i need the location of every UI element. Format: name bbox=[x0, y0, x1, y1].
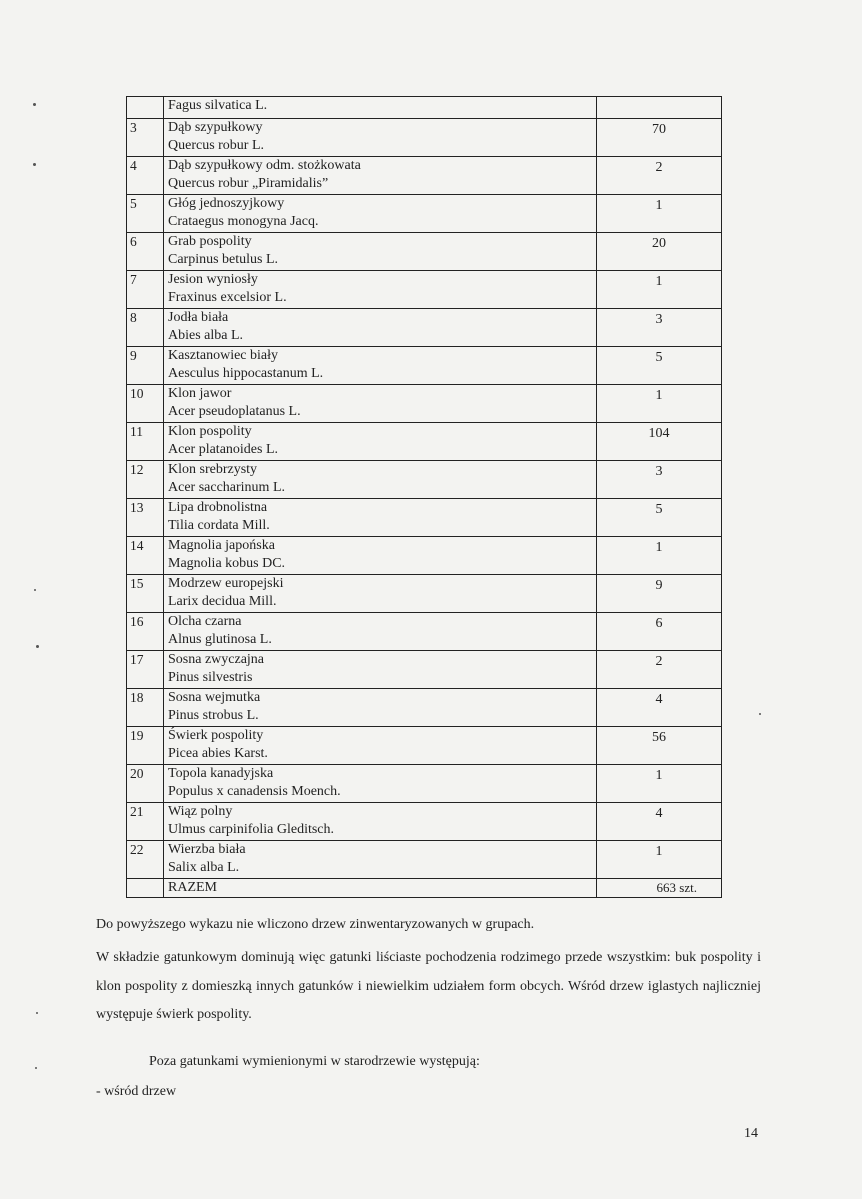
latin-name: Ulmus carpinifolia Gleditsch. bbox=[168, 821, 335, 837]
table-row bbox=[127, 233, 722, 271]
row-number: 8 bbox=[127, 309, 164, 347]
polish-name: Jodła biała bbox=[168, 310, 229, 325]
intro-line: Poza gatunkami wymienionymi w starodrzewie występują: bbox=[149, 1054, 480, 1069]
species-name bbox=[164, 651, 597, 689]
latin-name: Fagus silvatica L. bbox=[168, 98, 268, 113]
scan-speck bbox=[33, 163, 36, 166]
polish-name: Grab pospolity bbox=[168, 234, 252, 249]
latin-name: Populus x canadensis Moench. bbox=[168, 783, 341, 799]
scan-speck bbox=[34, 589, 36, 591]
row-number: 19 bbox=[127, 727, 164, 765]
polish-name: Głóg jednoszyjkowy bbox=[168, 196, 285, 211]
table-row bbox=[127, 651, 722, 689]
tree-count: 1 bbox=[597, 271, 722, 309]
species-name bbox=[164, 461, 597, 499]
latin-name: Quercus robur L. bbox=[168, 137, 265, 153]
table-row bbox=[127, 727, 722, 765]
polish-name: Klon pospolity bbox=[168, 424, 252, 439]
row-number: 7 bbox=[127, 271, 164, 309]
latin-name: Crataegus monogyna Jacq. bbox=[168, 213, 319, 229]
polish-name: Jesion wyniosły bbox=[168, 272, 258, 287]
latin-name: Fraxinus excelsior L. bbox=[168, 289, 287, 305]
table-row bbox=[127, 347, 722, 385]
latin-name: Picea abies Karst. bbox=[168, 745, 268, 761]
species-name bbox=[164, 613, 597, 651]
tree-count: 56 bbox=[597, 727, 722, 765]
tree-count: 1 bbox=[597, 195, 722, 233]
row-number: 17 bbox=[127, 651, 164, 689]
tree-count: 4 bbox=[597, 803, 722, 841]
row-number: 11 bbox=[127, 423, 164, 461]
tree-count: 70 bbox=[597, 119, 722, 157]
tree-count: 5 bbox=[597, 499, 722, 537]
table-row bbox=[127, 803, 722, 841]
tree-count: 1 bbox=[597, 841, 722, 879]
polish-name: Topola kanadyjska bbox=[168, 766, 274, 781]
tree-count: 6 bbox=[597, 613, 722, 651]
total-row bbox=[127, 879, 722, 898]
table-row bbox=[127, 423, 722, 461]
species-name bbox=[164, 195, 597, 233]
table-note: Do powyższego wykazu nie wliczono drzew zinwentaryzowanych w grupach. bbox=[96, 917, 535, 932]
table-row bbox=[127, 119, 722, 157]
table-row bbox=[127, 271, 722, 309]
table-row bbox=[127, 499, 722, 537]
tree-count: 5 bbox=[597, 347, 722, 385]
row-number: 14 bbox=[127, 537, 164, 575]
tree-count: 9 bbox=[597, 575, 722, 613]
polish-name: Lipa drobnolistna bbox=[168, 500, 268, 515]
latin-name: Acer saccharinum L. bbox=[168, 479, 285, 495]
table-row bbox=[127, 385, 722, 423]
latin-name: Pinus silvestris bbox=[168, 669, 253, 685]
scan-speck bbox=[36, 645, 39, 648]
polish-name: Wiąz polny bbox=[168, 804, 233, 819]
tree-count: 1 bbox=[597, 537, 722, 575]
species-name bbox=[164, 233, 597, 271]
row-number: 21 bbox=[127, 803, 164, 841]
page-number: 14 bbox=[744, 1126, 758, 1141]
polish-name: Świerk pospolity bbox=[168, 728, 264, 743]
species-table bbox=[126, 96, 722, 898]
table-row bbox=[127, 537, 722, 575]
scan-speck bbox=[35, 1067, 37, 1069]
row-number: 15 bbox=[127, 575, 164, 613]
tree-count: 20 bbox=[597, 233, 722, 271]
species-name bbox=[164, 119, 597, 157]
species-name bbox=[164, 841, 597, 879]
species-name bbox=[164, 347, 597, 385]
tree-count: 1 bbox=[597, 385, 722, 423]
row-number: 16 bbox=[127, 613, 164, 651]
polish-name: Kasztanowiec biały bbox=[168, 348, 279, 363]
scan-speck bbox=[33, 103, 36, 106]
tree-count: 3 bbox=[597, 461, 722, 499]
species-composition-paragraph: W składzie gatunkowym dominują więc gatunki liściaste pochodzenia rodzimego przede wszystkim: buk pospolity i klon pospolity z domieszką innych gatunków i niewielkim udziałem form obcych. Wśród drzew iglastych najliczniej występuje świerk pospolity. bbox=[96, 950, 761, 1022]
table-row bbox=[127, 765, 722, 803]
latin-name: Abies alba L. bbox=[168, 327, 244, 343]
latin-name: Quercus robur „Piramidalis” bbox=[168, 175, 329, 191]
species-name bbox=[164, 309, 597, 347]
species-name bbox=[164, 727, 597, 765]
list-item: - wśród drzew bbox=[96, 1084, 177, 1099]
tree-count: 1 bbox=[597, 765, 722, 803]
row-number: 13 bbox=[127, 499, 164, 537]
species-name bbox=[164, 499, 597, 537]
total-count: 663 szt. bbox=[597, 879, 722, 898]
polish-name: Wierzba biała bbox=[168, 842, 246, 857]
latin-name: Tilia cordata Mill. bbox=[168, 517, 270, 533]
latin-name: Pinus strobus L. bbox=[168, 707, 259, 723]
row-number: 10 bbox=[127, 385, 164, 423]
row-number: 12 bbox=[127, 461, 164, 499]
table-row bbox=[127, 461, 722, 499]
tree-count: 3 bbox=[597, 309, 722, 347]
polish-name: Olcha czarna bbox=[168, 614, 242, 629]
polish-name: Sosna wejmutka bbox=[168, 690, 261, 705]
latin-name: Larix decidua Mill. bbox=[168, 593, 277, 609]
tree-count: 2 bbox=[597, 157, 722, 195]
polish-name: Dąb szypułkowy bbox=[168, 120, 263, 135]
species-name bbox=[164, 97, 597, 119]
row-number: 22 bbox=[127, 841, 164, 879]
table-row bbox=[127, 841, 722, 879]
scan-speck bbox=[759, 713, 761, 715]
latin-name: Acer platanoides L. bbox=[168, 441, 279, 457]
scan-speck bbox=[36, 1012, 38, 1014]
polish-name: Klon jawor bbox=[168, 386, 232, 401]
tree-count: 4 bbox=[597, 689, 722, 727]
species-name bbox=[164, 271, 597, 309]
tree-count: 104 bbox=[597, 423, 722, 461]
table-row bbox=[127, 689, 722, 727]
row-number: 5 bbox=[127, 195, 164, 233]
table-row bbox=[127, 613, 722, 651]
total-label: RAZEM bbox=[164, 879, 597, 898]
table-row bbox=[127, 157, 722, 195]
tree-count: 2 bbox=[597, 651, 722, 689]
row-number: 6 bbox=[127, 233, 164, 271]
species-name bbox=[164, 157, 597, 195]
row-number bbox=[127, 879, 164, 898]
latin-name: Salix alba L. bbox=[168, 859, 240, 875]
species-name bbox=[164, 575, 597, 613]
row-number: 9 bbox=[127, 347, 164, 385]
row-number: 3 bbox=[127, 119, 164, 157]
species-name bbox=[164, 689, 597, 727]
latin-name: Magnolia kobus DC. bbox=[168, 555, 286, 571]
row-number: 4 bbox=[127, 157, 164, 195]
table-row bbox=[127, 575, 722, 613]
table-row bbox=[127, 309, 722, 347]
polish-name: Klon srebrzysty bbox=[168, 462, 258, 477]
row-number bbox=[127, 97, 164, 119]
polish-name: Magnolia japońska bbox=[168, 538, 275, 553]
table-row bbox=[127, 195, 722, 233]
row-number: 20 bbox=[127, 765, 164, 803]
species-name bbox=[164, 765, 597, 803]
polish-name: Sosna zwyczajna bbox=[168, 652, 265, 667]
polish-name: Dąb szypułkowy odm. stożkowata bbox=[168, 158, 361, 173]
row-number: 18 bbox=[127, 689, 164, 727]
species-name bbox=[164, 423, 597, 461]
latin-name: Acer pseudoplatanus L. bbox=[168, 403, 301, 419]
species-name bbox=[164, 385, 597, 423]
tree-count bbox=[597, 97, 722, 119]
species-name bbox=[164, 537, 597, 575]
table-row bbox=[127, 97, 722, 119]
latin-name: Aesculus hippocastanum L. bbox=[168, 365, 324, 381]
latin-name: Carpinus betulus L. bbox=[168, 251, 279, 267]
species-name bbox=[164, 803, 597, 841]
polish-name: Modrzew europejski bbox=[168, 576, 284, 591]
latin-name: Alnus glutinosa L. bbox=[168, 631, 272, 647]
